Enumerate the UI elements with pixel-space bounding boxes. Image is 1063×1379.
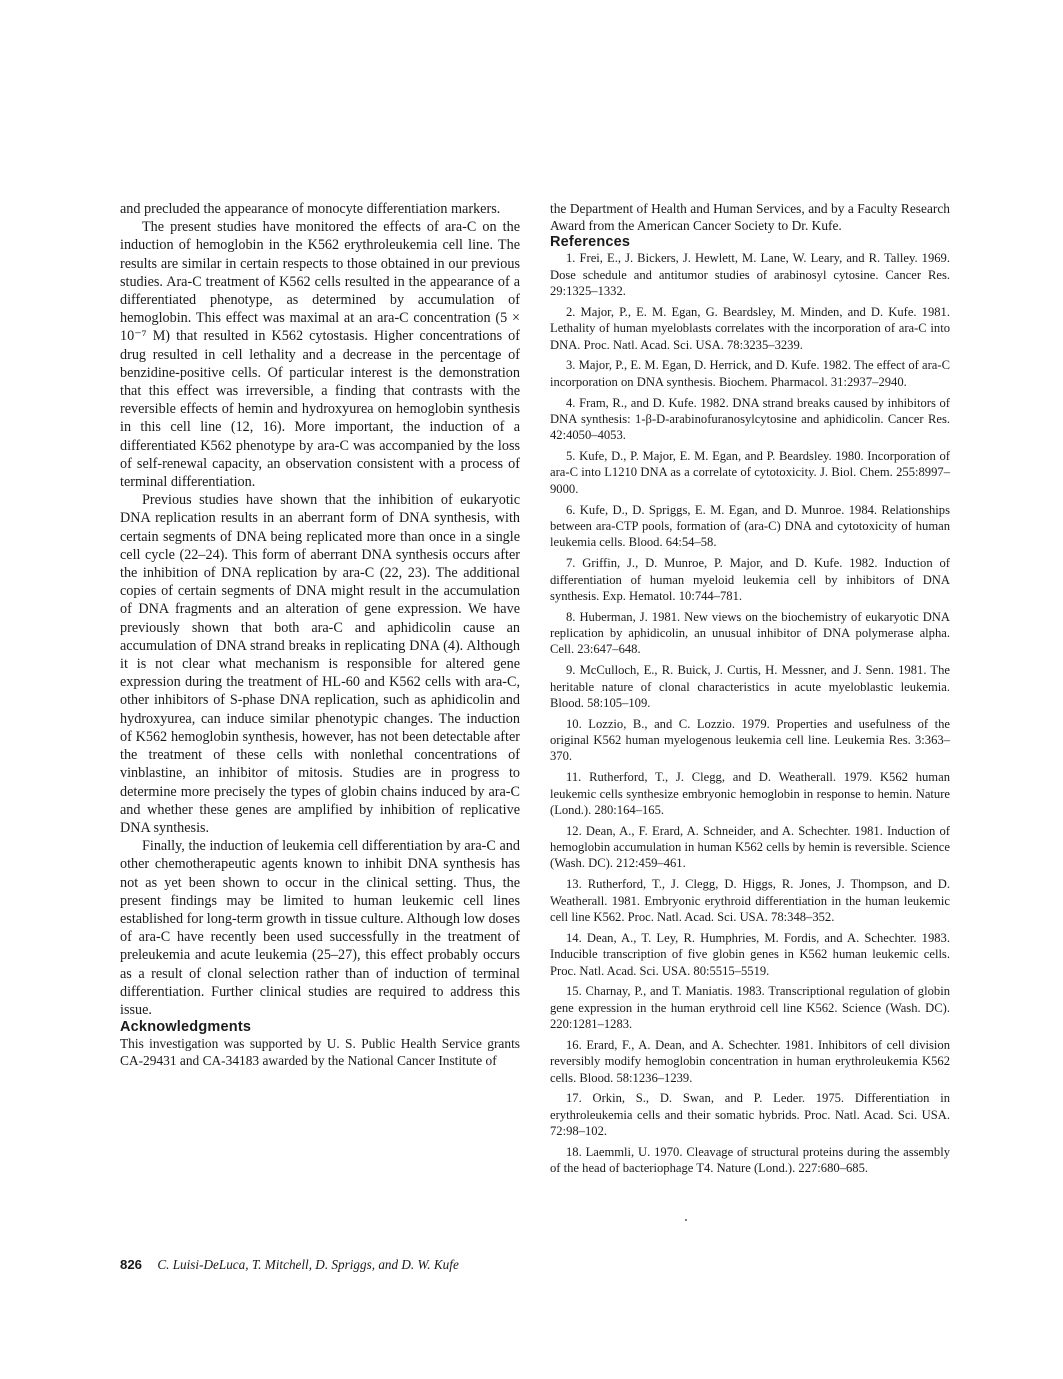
references-heading: References xyxy=(550,234,631,251)
body-paragraph: Finally, the induction of leukemia cell differentiation by ara-C and other chemotherapeutic agents known to inhibit DNA synthesis has not as yet been shown to occur in the clinical setting. Thus, the present findings may be limited to human leukemic cell lines established for long-term growth in tissue culture. Although low doses of ara-C have recently been used successfully in the treatment of preleukemia and acute leukemia (25–27), this effect probably occurs as a result of clonal selection rather than of induction of terminal differentiation. Further clinical studies are required to address this issue. xyxy=(120,838,520,1018)
reference-item: 13. Rutherford, T., J. Clegg, D. Higgs, R. Jones, J. Thompson, and D. Weatherall. 1981. Embryonic erythroid differentiation in the human leukemic cell line K562. Proc. Natl. Acad. Sci. USA. 78:348–352. xyxy=(550,877,950,924)
body-paragraph: The present studies have monitored the effects of ara-C on the induction of hemoglobin in the K562 erythroleukemia cell line. The results are similar in certain respects to those obtained in our previous studies. Ara-C treatment of K562 cells resulted in the appearance of a differentiated phenotype, as determined by accumulation of hemoglobin. This effect was maximal at an ara-C concentration (5 × 10⁻⁷ M) that resulted in K562 cytostasis. Higher concentrations of drug resulted in cell lethality and a decrease in the percentage of benzidine-positive cells. Of particular interest is the demonstration that this effect was irreversible, a finding that contrasts with the reversible effects of hemin and hydroxyurea on hemoglobin synthesis in this cell line (12, 16). More important, the induction of a differentiated K562 phenotype by ara-C was accompanied by the loss of self-renewal capacity, an observation consistent with a process of terminal differentiation. xyxy=(120,219,520,491)
reference-item: 11. Rutherford, T., J. Clegg, and D. Weatherall. 1979. K562 human leukemic cells synthesize embryonic hemoglobin in response to hemin. Nature (Lond.). 280:164–165. xyxy=(550,770,950,817)
reference-item: 1. Frei, E., J. Bickers, J. Hewlett, M. Lane, W. Leary, and R. Talley. 1969. Dose schedule and antitumor studies of arabinosyl cytosine. Cancer Res. 29:1325–1332. xyxy=(550,251,950,299)
acknowledgments-section xyxy=(120,1019,520,1069)
right-column xyxy=(550,200,950,1181)
reference-item: 5. Kufe, D., P. Major, E. M. Egan, and P. Beardsley. 1980. Incorporation of ara-C into L1210 DNA as a correlate of cytotoxicity. J. Biol. Chem. 255:8997–9000. xyxy=(550,449,950,496)
references-list xyxy=(550,250,950,1176)
acknowledgments-text: This investigation was supported by U. S. Public Health Service grants CA-29431 and CA-34183 awarded by the National Cancer Institute of xyxy=(120,1036,520,1069)
reference-item: 2. Major, P., E. M. Egan, G. Beardsley, M. Minden, and D. Kufe. 1981. Lethality of human myeloblasts correlates with the incorporation of ara-C into DNA. Proc. Natl. Acad. Sci. USA. 78:3235–3239. xyxy=(550,304,950,352)
reference-item: 7. Griffin, J., D. Munroe, P. Major, and D. Kufe. 1982. Induction of differentiation of human myeloid leukemia cell by inhibitors of DNA synthesis. Exp. Hematol. 10:744–781. xyxy=(550,556,950,603)
reference-item: 8. Huberman, J. 1981. New views on the biochemistry of eukaryotic DNA replication by aphidicolin, an unusual inhibitor of DNA polymerase alpha. Cell. 23:647–648. xyxy=(550,609,950,657)
acknowledgments-text-continued: the Department of Health and Human Services, and by a Faculty Research Award from the American Cancer Society to Dr. Kufe. xyxy=(550,201,950,234)
acknowledgments-continued xyxy=(550,200,950,234)
page-number: 826 xyxy=(120,1257,143,1272)
reference-item: 4. Fram, R., and D. Kufe. 1982. DNA strand breaks caused by inhibitors of DNA synthesis: 1-β-D-arabinofuranosylcytosine and aphidicolin. Cancer Res. 42:4050–4053. xyxy=(550,395,950,443)
acknowledgments-heading: Acknowledgments xyxy=(120,1019,252,1036)
body-paragraph: and precluded the appearance of monocyte differentiation markers. xyxy=(120,201,501,217)
reference-item: 6. Kufe, D., D. Spriggs, E. M. Egan, and D. Munroe. 1984. Relationships between ara-CTP pools, formation of (ara-C) DNA and cytotoxicity of human leukemia cells. Blood. 64:54–58. xyxy=(550,502,950,550)
reference-item: 15. Charnay, P., and T. Maniatis. 1983. Transcriptional regulation of globin gene expression in the human erythroid cell line K562. Science (Wash. DC). 220:1281–1283. xyxy=(550,984,950,1032)
reference-item: 3. Major, P., E. M. Egan, D. Herrick, and D. Kufe. 1982. The effect of ara-C incorporation on DNA synthesis. Biochem. Pharmacol. 31:2937–2940. xyxy=(550,358,950,389)
running-authors: C. Luisi-DeLuca, T. Mitchell, D. Spriggs, and D. W. Kufe xyxy=(157,1257,459,1272)
body-paragraph: Previous studies have shown that the inhibition of eukaryotic DNA replication results in an aberrant form of DNA synthesis, with certain segments of DNA being replicated more than once in a single cell cycle (22–24). This form of aberrant DNA synthesis occurs after the inhibition of DNA replication by ara-C (22, 23). The additional copies of certain segments of DNA might result in the accumulation of DNA fragments and an alteration of gene expression. We have previously shown that both ara-C and aphidicolin cause an accumulation of DNA strand breaks in replicating DNA (4). Although it is not clear what mechanism is responsible for altered gene expression during the treatment of HL-60 and K562 cells with ara-C, other inhibitors of S-phase DNA replication, such as aphidicolin and hydroxyurea, can induce similar phenotypic changes. The induction of K562 hemoglobin synthesis, however, has not been detectable after the treatment of these cells with nonlethal concentrations of vinblastine, an inhibitor of mitosis. Studies are in progress to determine more precisely the types of globin chains induced by ara-C and whether these genes are amplified by inhibition of replicative DNA synthesis. xyxy=(120,492,520,836)
left-column xyxy=(120,200,520,1070)
reference-item: 9. McCulloch, E., R. Buick, J. Curtis, H. Messner, and J. Senn. 1981. The heritable nature of clonal characteristics in acute myeloblastic leukemia. Blood. 58:105–109. xyxy=(550,663,950,710)
reference-item: 10. Lozzio, B., and C. Lozzio. 1979. Properties and usefulness of the original K562 human myelogenous leukemia cell line. Leukemia Res. 3:363–370. xyxy=(550,716,950,764)
reference-item: 16. Erard, F., A. Dean, and A. Schechter. 1981. Inhibitors of cell division reversibly modify hemoglobin concentration in human erythroleukemia K562 cells. Blood. 58:1236–1239. xyxy=(550,1037,950,1085)
page-footer xyxy=(120,1257,459,1273)
reference-item: 18. Laemmli, U. 1970. Cleavage of structural proteins during the assembly of the head of bacteriophage T4. Nature (Lond.). 227:680–685. xyxy=(550,1144,950,1176)
reference-item: 14. Dean, A., T. Ley, R. Humphries, M. Fordis, and A. Schechter. 1983. Inducible transcription of five globin genes in K562 human leukemic cells. Proc. Natl. Acad. Sci. USA. 80:5515–5519. xyxy=(550,930,950,978)
scan-speck xyxy=(685,1219,687,1221)
reference-item: 12. Dean, A., F. Erard, A. Schneider, and A. Schechter. 1981. Induction of hemoglobin accumulation in human K562 cells by hemin is reversible. Science (Wash. DC). 212:459–461. xyxy=(550,823,950,871)
reference-item: 17. Orkin, S., D. Swan, and P. Leder. 1975. Differentiation in erythroleukemia cells and their somatic hybrids. Proc. Natl. Acad. Sci. USA. 72:98–102. xyxy=(550,1091,950,1139)
